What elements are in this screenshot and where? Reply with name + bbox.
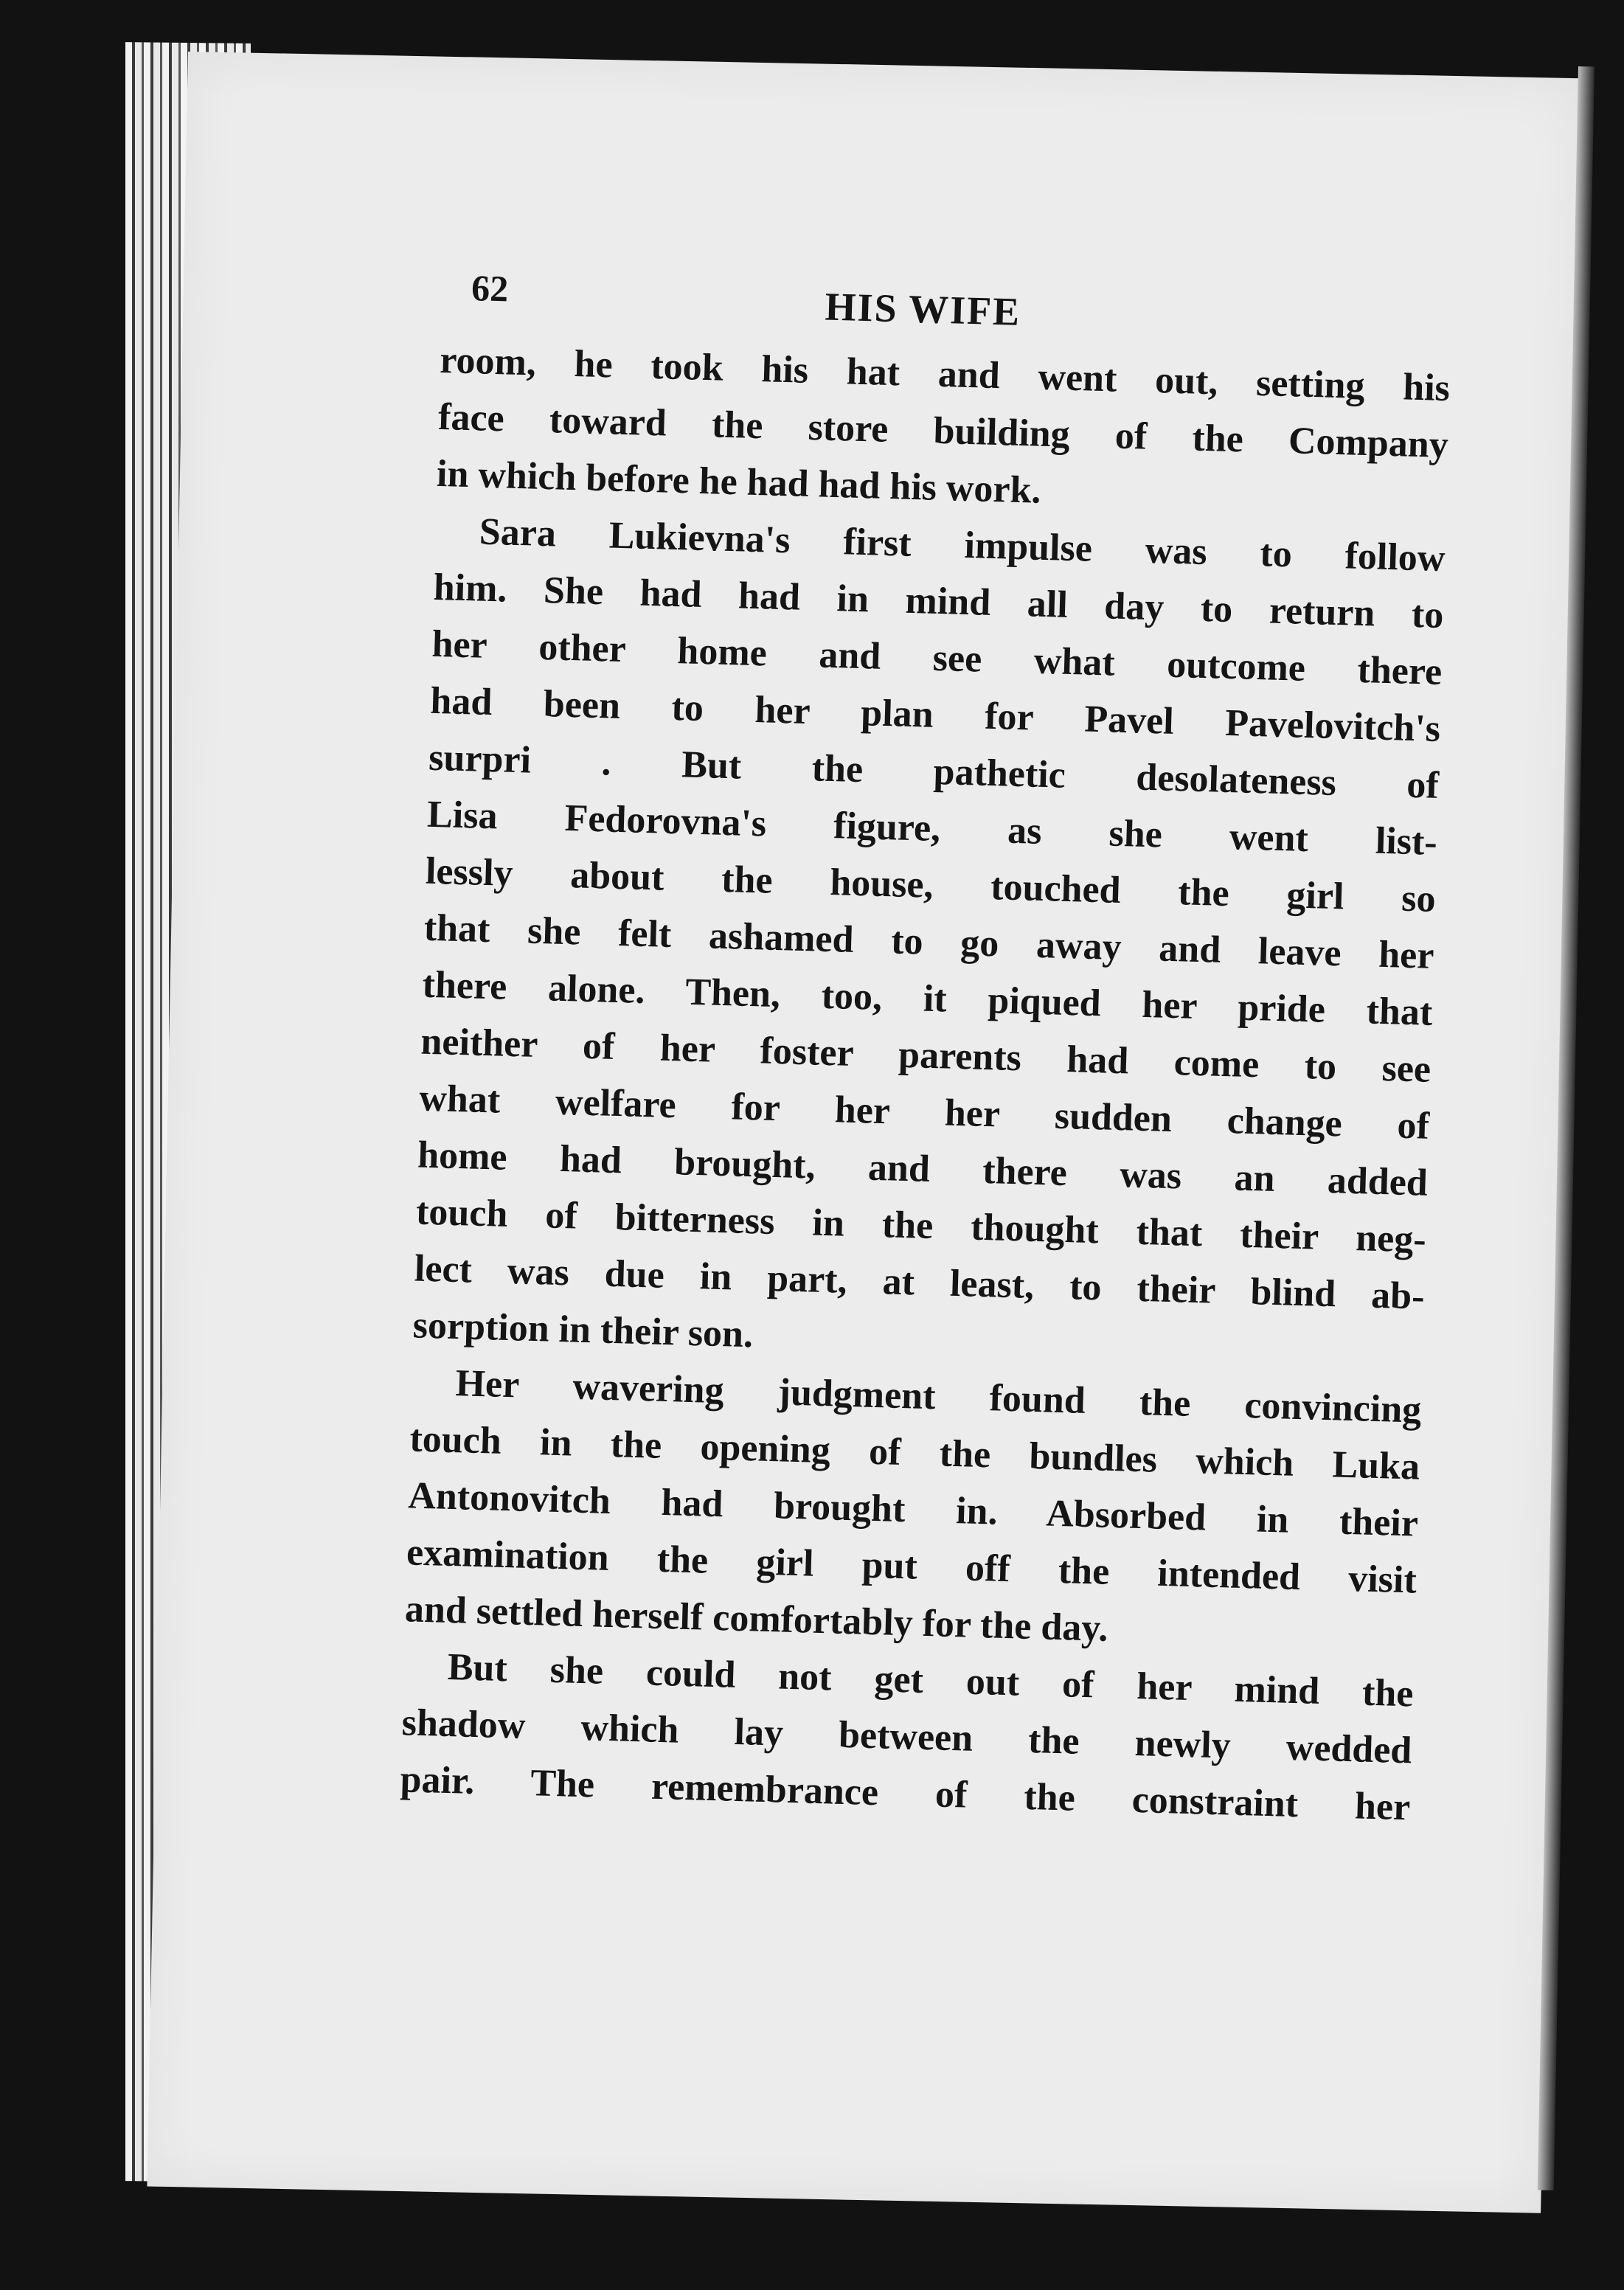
text-line: what welfare for her her sudden change of	[418, 1077, 1430, 1148]
text-line: had been to her plan for Pavel Pavelovitch's	[429, 679, 1441, 751]
text-line: pair. The remembrance of the constraint her	[399, 1758, 1411, 1829]
text-line: But she could not get out of her mind the	[447, 1645, 1415, 1715]
text-line: Sara Lukievna's first impulse was to follow	[479, 510, 1446, 580]
paragraph	[436, 332, 1451, 530]
text-line: touch in the opening of the bundles which Luka	[409, 1418, 1420, 1488]
text-line: surpri . But the pathetic desolateness of	[428, 736, 1440, 807]
text-line: Antonovitch had brought in. Absorbed in their	[407, 1474, 1419, 1545]
running-title: HIS WIFE	[824, 284, 1021, 334]
text-line: room, he took his hat and went out, setting his	[439, 339, 1451, 410]
text-line: lessly about the house, touched the girl so	[425, 850, 1437, 920]
text-line: him. She had had in mind all day to return to	[433, 566, 1445, 637]
text-line: that she felt ashamed to go away and leave her	[423, 906, 1435, 977]
text-line: home had brought, and there was an added	[417, 1134, 1429, 1204]
text-line: touch of bitterness in the thought that their neg-	[415, 1190, 1427, 1261]
text-line: neither of her foster parents had come to see	[420, 1020, 1432, 1091]
page-number: 62	[471, 267, 509, 310]
text-line: lect was due in part, at least, to their blind ab-	[414, 1247, 1426, 1318]
text-line: examination the girl put off the intended visit	[406, 1531, 1417, 1602]
text-line: sorption in their son.	[412, 1304, 754, 1356]
text-line: there alone. Then, too, it piqued her pride that	[421, 963, 1434, 1034]
paragraph	[404, 1353, 1422, 1665]
text-line: face toward the store building of the Company	[437, 395, 1449, 467]
text-line: and settled herself comfortably for the day.	[404, 1588, 1109, 1650]
text-line: Her wavering judgment found the convincing	[454, 1362, 1422, 1432]
text-line: her other home and see what outcome there	[431, 622, 1443, 694]
paragraph	[412, 502, 1446, 1382]
text-line: shadow which lay between the newly wedded	[401, 1701, 1413, 1772]
page-text-block	[400, 266, 1453, 1836]
paragraph	[400, 1637, 1415, 1836]
text-line: in which before he had had his work.	[436, 452, 1042, 512]
text-line: Lisa Fedorovna's figure, as she went list-	[426, 793, 1438, 864]
